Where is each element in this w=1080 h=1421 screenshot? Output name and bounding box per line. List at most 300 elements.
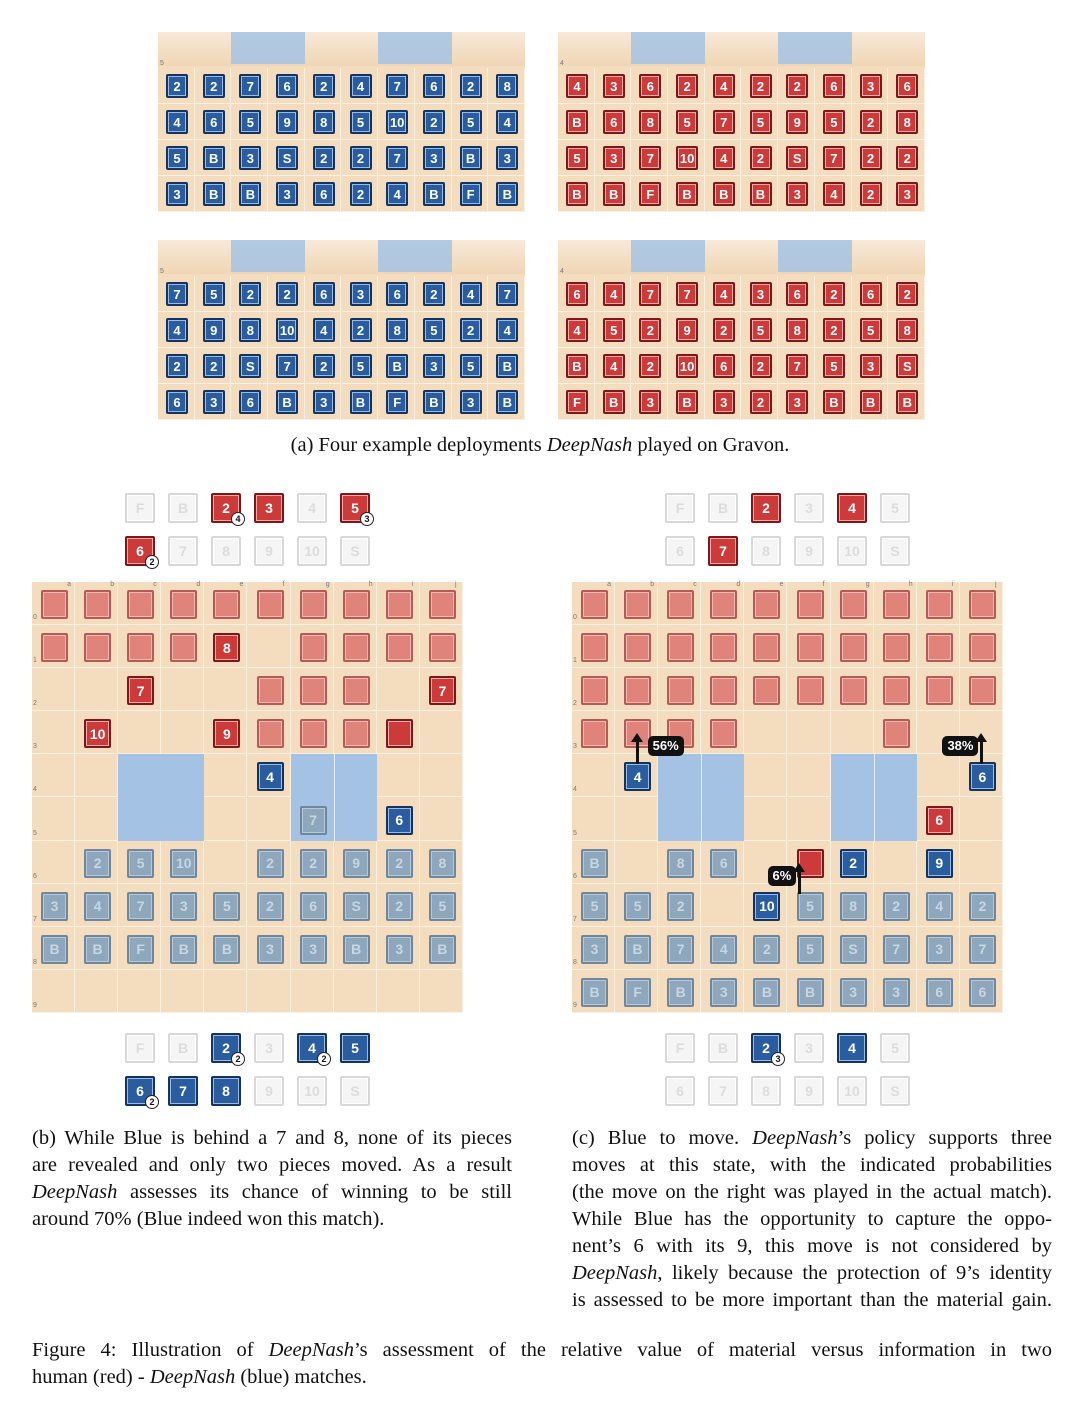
piece: B bbox=[84, 935, 111, 964]
piece: 7 bbox=[166, 282, 188, 306]
piece: 5 bbox=[624, 892, 651, 921]
caption-c-text: , likely because the protection of 9’s identity bbox=[657, 1262, 1052, 1284]
grid-cell bbox=[334, 970, 377, 1013]
grid-cell bbox=[248, 970, 291, 1013]
caption-c-text: nent’s 6 with its 9, this move is not considered by bbox=[572, 1235, 1052, 1257]
piece: 3 bbox=[239, 146, 261, 170]
deployment-band bbox=[558, 32, 925, 66]
piece bbox=[624, 590, 651, 619]
piece: 6 bbox=[203, 110, 225, 134]
captured-piece: 10 bbox=[837, 1076, 867, 1106]
piece: 3 bbox=[860, 354, 882, 378]
piece: 10 bbox=[386, 110, 408, 134]
piece: 2 bbox=[639, 318, 661, 342]
piece: B bbox=[797, 978, 824, 1007]
piece: 5 bbox=[423, 318, 445, 342]
piece: B bbox=[624, 935, 651, 964]
piece: 4 bbox=[624, 762, 651, 791]
grid-cell bbox=[204, 754, 247, 797]
col-label: c bbox=[153, 581, 157, 588]
piece: B bbox=[496, 354, 518, 378]
grid-cell bbox=[572, 754, 615, 797]
col-label: j bbox=[995, 581, 997, 588]
piece: 2 bbox=[753, 935, 780, 964]
deployment-board bbox=[558, 32, 925, 212]
piece: 2 bbox=[786, 74, 808, 98]
piece: 5 bbox=[166, 146, 188, 170]
caption-a-em: DeepNash bbox=[546, 434, 633, 456]
piece bbox=[343, 719, 370, 748]
piece bbox=[883, 590, 910, 619]
piece: 4 bbox=[496, 318, 518, 342]
captured-piece: 2 bbox=[751, 493, 781, 523]
captured-piece: 8 bbox=[751, 1076, 781, 1106]
piece bbox=[624, 633, 651, 662]
piece bbox=[127, 590, 154, 619]
piece: 2 bbox=[276, 282, 298, 306]
captured-piece: 9 bbox=[254, 536, 284, 566]
piece: 6 bbox=[713, 354, 735, 378]
piece: 2 bbox=[750, 74, 772, 98]
piece: 2 bbox=[823, 282, 845, 306]
piece: B bbox=[566, 354, 588, 378]
piece: 2 bbox=[203, 354, 225, 378]
figure-caption-em: DeepNash bbox=[268, 1339, 354, 1361]
caption-b-text: are revealed and only two pieces moved. As a result bbox=[32, 1154, 512, 1176]
capture-count-badge: 2 bbox=[145, 555, 159, 569]
piece: 5 bbox=[860, 318, 882, 342]
piece bbox=[883, 676, 910, 705]
piece: 7 bbox=[239, 74, 261, 98]
piece: 6 bbox=[386, 282, 408, 306]
piece: 4 bbox=[566, 318, 588, 342]
piece: B bbox=[676, 390, 698, 414]
piece: 2 bbox=[386, 849, 413, 878]
piece bbox=[213, 590, 240, 619]
grid-cell bbox=[377, 668, 420, 711]
captured-piece: 4 bbox=[297, 1033, 327, 1063]
piece bbox=[343, 590, 370, 619]
piece: 7 bbox=[386, 74, 408, 98]
piece: 5 bbox=[603, 318, 625, 342]
piece: 3 bbox=[313, 390, 335, 414]
lake-divider bbox=[334, 754, 335, 840]
piece: 6 bbox=[860, 282, 882, 306]
piece: 4 bbox=[603, 354, 625, 378]
piece bbox=[84, 590, 111, 619]
piece: 2 bbox=[313, 74, 335, 98]
piece: B bbox=[423, 390, 445, 414]
piece: 2 bbox=[460, 74, 482, 98]
deployment-board bbox=[158, 240, 525, 420]
figure-caption bbox=[32, 1337, 1052, 1391]
piece: 2 bbox=[350, 146, 372, 170]
piece: 2 bbox=[166, 74, 188, 98]
piece: B bbox=[213, 935, 240, 964]
captured-piece: 7 bbox=[168, 1076, 198, 1106]
piece: 8 bbox=[896, 318, 918, 342]
caption-c-line bbox=[572, 1125, 1052, 1152]
captured-piece: 2 bbox=[211, 493, 241, 523]
piece: B bbox=[823, 390, 845, 414]
piece: 4 bbox=[823, 182, 845, 206]
col-label: i bbox=[951, 581, 954, 588]
captured-piece: B bbox=[168, 493, 198, 523]
lake bbox=[231, 32, 304, 64]
grid-cell bbox=[420, 970, 463, 1013]
piece: 3 bbox=[41, 892, 68, 921]
piece: 8 bbox=[896, 110, 918, 134]
piece bbox=[667, 676, 694, 705]
piece: B bbox=[239, 182, 261, 206]
piece bbox=[969, 590, 996, 619]
piece: 7 bbox=[276, 354, 298, 378]
lake bbox=[231, 240, 304, 272]
piece: B bbox=[753, 978, 780, 1007]
row-label: 4 bbox=[560, 268, 564, 275]
piece: 8 bbox=[667, 849, 694, 878]
piece: 2 bbox=[166, 354, 188, 378]
piece: 9 bbox=[786, 110, 808, 134]
piece: 6 bbox=[313, 182, 335, 206]
row-label: 7 bbox=[573, 915, 577, 923]
figure-caption-text: Figure 4: Illustration of bbox=[32, 1339, 269, 1361]
row-label: 0 bbox=[573, 614, 577, 621]
piece: 3 bbox=[496, 146, 518, 170]
figure-caption-text: ’s assessment of the relative value of material versus information in two bbox=[353, 1339, 1052, 1361]
piece: 10 bbox=[276, 318, 298, 342]
game-board bbox=[572, 582, 1003, 1013]
piece: 7 bbox=[386, 146, 408, 170]
captured-piece: 10 bbox=[297, 1076, 327, 1106]
piece: 2 bbox=[750, 354, 772, 378]
grid-cell bbox=[917, 754, 960, 797]
grid-cell bbox=[377, 754, 420, 797]
piece: 6 bbox=[823, 74, 845, 98]
captured-piece: 7 bbox=[708, 536, 738, 566]
piece: B bbox=[276, 390, 298, 414]
piece: 3 bbox=[883, 978, 910, 1007]
grid-cell bbox=[701, 884, 744, 927]
piece: 3 bbox=[423, 354, 445, 378]
piece bbox=[343, 676, 370, 705]
grid-cell bbox=[32, 711, 75, 754]
grid-cell bbox=[831, 711, 874, 754]
piece bbox=[710, 590, 737, 619]
captured-piece: 6 bbox=[125, 1076, 155, 1106]
piece: B bbox=[496, 182, 518, 206]
piece: 4 bbox=[386, 182, 408, 206]
piece: 9 bbox=[926, 849, 953, 878]
piece: S bbox=[896, 354, 918, 378]
piece: 2 bbox=[257, 892, 284, 921]
move-arrow bbox=[980, 740, 983, 764]
piece: 3 bbox=[710, 978, 737, 1007]
captured-piece: F bbox=[125, 493, 155, 523]
piece bbox=[840, 590, 867, 619]
grid-cell bbox=[788, 798, 831, 841]
piece: 5 bbox=[676, 110, 698, 134]
lake bbox=[378, 240, 451, 272]
piece: 9 bbox=[343, 849, 370, 878]
piece: 10 bbox=[84, 719, 111, 748]
row-label: 5 bbox=[160, 60, 164, 67]
piece: 7 bbox=[713, 110, 735, 134]
piece: S bbox=[343, 892, 370, 921]
piece bbox=[257, 590, 284, 619]
row-label: 0 bbox=[33, 614, 37, 621]
capture-count-badge: 2 bbox=[145, 1095, 159, 1109]
piece: 2 bbox=[84, 849, 111, 878]
figure-caption-line bbox=[32, 1337, 1052, 1364]
caption-c-line bbox=[572, 1152, 1052, 1179]
lake bbox=[631, 240, 704, 272]
piece: 7 bbox=[667, 935, 694, 964]
grid-cell bbox=[377, 970, 420, 1013]
piece: B bbox=[603, 182, 625, 206]
piece: 10 bbox=[170, 849, 197, 878]
captured-piece: 6 bbox=[665, 1076, 695, 1106]
captured-piece: 10 bbox=[837, 536, 867, 566]
piece: 4 bbox=[166, 318, 188, 342]
captured-piece: 6 bbox=[125, 536, 155, 566]
piece: 9 bbox=[676, 318, 698, 342]
piece: F bbox=[127, 935, 154, 964]
piece bbox=[926, 590, 953, 619]
piece: 2 bbox=[860, 146, 882, 170]
piece bbox=[753, 676, 780, 705]
piece: 4 bbox=[926, 892, 953, 921]
piece: 5 bbox=[460, 354, 482, 378]
piece bbox=[581, 590, 608, 619]
caption-c-text: ’s policy supports three bbox=[837, 1127, 1052, 1149]
piece: 5 bbox=[460, 110, 482, 134]
piece: 7 bbox=[969, 935, 996, 964]
piece: 2 bbox=[750, 146, 772, 170]
piece: 2 bbox=[896, 146, 918, 170]
piece: 7 bbox=[823, 146, 845, 170]
row-label: 4 bbox=[560, 60, 564, 67]
col-label: i bbox=[411, 581, 414, 588]
lake-divider bbox=[701, 754, 702, 840]
piece: 2 bbox=[750, 390, 772, 414]
caption-c-text: (c) Blue to move. bbox=[572, 1127, 753, 1149]
piece: 8 bbox=[313, 110, 335, 134]
row-label: 9 bbox=[33, 1001, 37, 1009]
grid-cell bbox=[744, 711, 787, 754]
piece: 2 bbox=[203, 74, 225, 98]
capture-count-badge: 2 bbox=[317, 1052, 331, 1066]
piece: B bbox=[676, 182, 698, 206]
caption-c-line bbox=[572, 1287, 1052, 1314]
captured-piece: 3 bbox=[254, 1033, 284, 1063]
piece: 7 bbox=[127, 892, 154, 921]
piece bbox=[581, 633, 608, 662]
deployment-band bbox=[158, 240, 525, 274]
piece: B bbox=[667, 978, 694, 1007]
grid-cell bbox=[204, 841, 247, 884]
caption-b-text: assesses its chance of winning to be still bbox=[117, 1181, 512, 1203]
piece: 8 bbox=[386, 318, 408, 342]
col-label: g bbox=[325, 581, 330, 588]
piece: 6 bbox=[313, 282, 335, 306]
piece: 2 bbox=[840, 849, 867, 878]
captured-piece: B bbox=[708, 493, 738, 523]
col-label: b bbox=[650, 581, 655, 588]
piece: 3 bbox=[603, 74, 625, 98]
piece: 4 bbox=[566, 74, 588, 98]
piece: 6 bbox=[566, 282, 588, 306]
grid-cell bbox=[204, 970, 247, 1013]
move-probability: 38% bbox=[942, 736, 978, 756]
captured-piece: 3 bbox=[794, 493, 824, 523]
captured-piece: S bbox=[880, 536, 910, 566]
captured-piece: 2 bbox=[211, 1033, 241, 1063]
capture-count-badge: 2 bbox=[231, 1052, 245, 1066]
caption-c bbox=[572, 1125, 1052, 1314]
piece bbox=[710, 719, 737, 748]
col-label: d bbox=[736, 581, 741, 588]
grid-cell bbox=[788, 711, 831, 754]
row-label: 2 bbox=[33, 700, 37, 708]
piece bbox=[170, 633, 197, 662]
grid-cell bbox=[32, 841, 75, 884]
row-label: 1 bbox=[573, 657, 577, 665]
captured-piece: S bbox=[340, 1076, 370, 1106]
piece: B bbox=[386, 354, 408, 378]
piece: 3 bbox=[203, 390, 225, 414]
piece: 5 bbox=[127, 849, 154, 878]
row-label: 3 bbox=[573, 743, 577, 751]
game-board bbox=[32, 582, 463, 1013]
row-label: 8 bbox=[573, 958, 577, 966]
piece bbox=[753, 590, 780, 619]
piece bbox=[170, 590, 197, 619]
piece: 4 bbox=[460, 282, 482, 306]
captured-piece: 2 bbox=[751, 1033, 781, 1063]
piece: 2 bbox=[350, 318, 372, 342]
deployment-board bbox=[558, 240, 925, 420]
col-label: e bbox=[239, 581, 244, 588]
caption-b-em: DeepNash bbox=[32, 1181, 118, 1203]
piece: 3 bbox=[603, 146, 625, 170]
grid-cell bbox=[75, 970, 118, 1013]
piece: B bbox=[203, 146, 225, 170]
captured-piece: S bbox=[880, 1076, 910, 1106]
piece: 8 bbox=[840, 892, 867, 921]
piece: 3 bbox=[786, 182, 808, 206]
piece: 2 bbox=[896, 282, 918, 306]
lake bbox=[378, 32, 451, 64]
piece: B bbox=[203, 182, 225, 206]
piece: 3 bbox=[423, 146, 445, 170]
piece: 3 bbox=[786, 390, 808, 414]
piece: 5 bbox=[429, 892, 456, 921]
row-label: 2 bbox=[573, 700, 577, 708]
piece: F bbox=[386, 390, 408, 414]
grid-cell bbox=[248, 625, 291, 668]
grid-cell bbox=[32, 668, 75, 711]
piece: 2 bbox=[639, 354, 661, 378]
piece: S bbox=[840, 935, 867, 964]
piece: 3 bbox=[926, 935, 953, 964]
grid-cell bbox=[32, 754, 75, 797]
piece bbox=[127, 633, 154, 662]
piece: 3 bbox=[840, 978, 867, 1007]
col-label: f bbox=[282, 581, 285, 588]
piece: 5 bbox=[213, 892, 240, 921]
col-label: h bbox=[368, 581, 373, 588]
piece: 5 bbox=[581, 892, 608, 921]
row-label: 1 bbox=[33, 657, 37, 665]
piece: 6 bbox=[239, 390, 261, 414]
captured-piece: 4 bbox=[837, 1033, 867, 1063]
grid-cell bbox=[788, 754, 831, 797]
row-label: 6 bbox=[573, 872, 577, 880]
col-label: h bbox=[908, 581, 913, 588]
piece: 6 bbox=[166, 390, 188, 414]
piece: B bbox=[423, 182, 445, 206]
deployment-board bbox=[158, 32, 525, 212]
piece: B bbox=[750, 182, 772, 206]
caption-b-text: (b) While Blue is behind a 7 and 8, none of its pieces bbox=[32, 1127, 512, 1149]
piece: 7 bbox=[883, 935, 910, 964]
grid-cell bbox=[118, 970, 161, 1013]
piece: 4 bbox=[713, 74, 735, 98]
lake-divider bbox=[874, 754, 875, 840]
grid-cell bbox=[75, 668, 118, 711]
piece: 2 bbox=[969, 892, 996, 921]
piece bbox=[41, 590, 68, 619]
piece: B bbox=[350, 390, 372, 414]
piece: 3 bbox=[166, 182, 188, 206]
piece: B bbox=[496, 390, 518, 414]
piece: 6 bbox=[926, 978, 953, 1007]
caption-c-text: moves at this state, with the indicated probabilities bbox=[572, 1154, 1052, 1176]
piece: 2 bbox=[239, 282, 261, 306]
piece: B bbox=[603, 390, 625, 414]
piece: B bbox=[581, 978, 608, 1007]
piece bbox=[883, 719, 910, 748]
lake bbox=[778, 240, 851, 272]
piece: 10 bbox=[676, 354, 698, 378]
row-label: 4 bbox=[573, 786, 577, 794]
piece: 10 bbox=[753, 892, 780, 921]
piece: 9 bbox=[276, 110, 298, 134]
figure-caption-line bbox=[32, 1364, 1052, 1391]
move-arrow bbox=[798, 870, 801, 894]
move-probability: 56% bbox=[648, 736, 684, 756]
captured-piece: 8 bbox=[211, 1076, 241, 1106]
piece bbox=[429, 590, 456, 619]
piece: 6 bbox=[710, 849, 737, 878]
caption-c-em: DeepNash bbox=[752, 1127, 838, 1149]
grid-cell bbox=[960, 841, 1003, 884]
piece: 7 bbox=[639, 282, 661, 306]
piece: 7 bbox=[429, 676, 456, 705]
piece: B bbox=[713, 182, 735, 206]
piece: 6 bbox=[969, 762, 996, 791]
capture-count-badge: 3 bbox=[360, 512, 374, 526]
piece: 3 bbox=[750, 282, 772, 306]
piece: S bbox=[239, 354, 261, 378]
piece bbox=[926, 633, 953, 662]
piece bbox=[84, 633, 111, 662]
piece: 6 bbox=[300, 892, 327, 921]
captured-piece: F bbox=[665, 493, 695, 523]
piece: 2 bbox=[823, 318, 845, 342]
caption-a bbox=[0, 432, 1080, 459]
